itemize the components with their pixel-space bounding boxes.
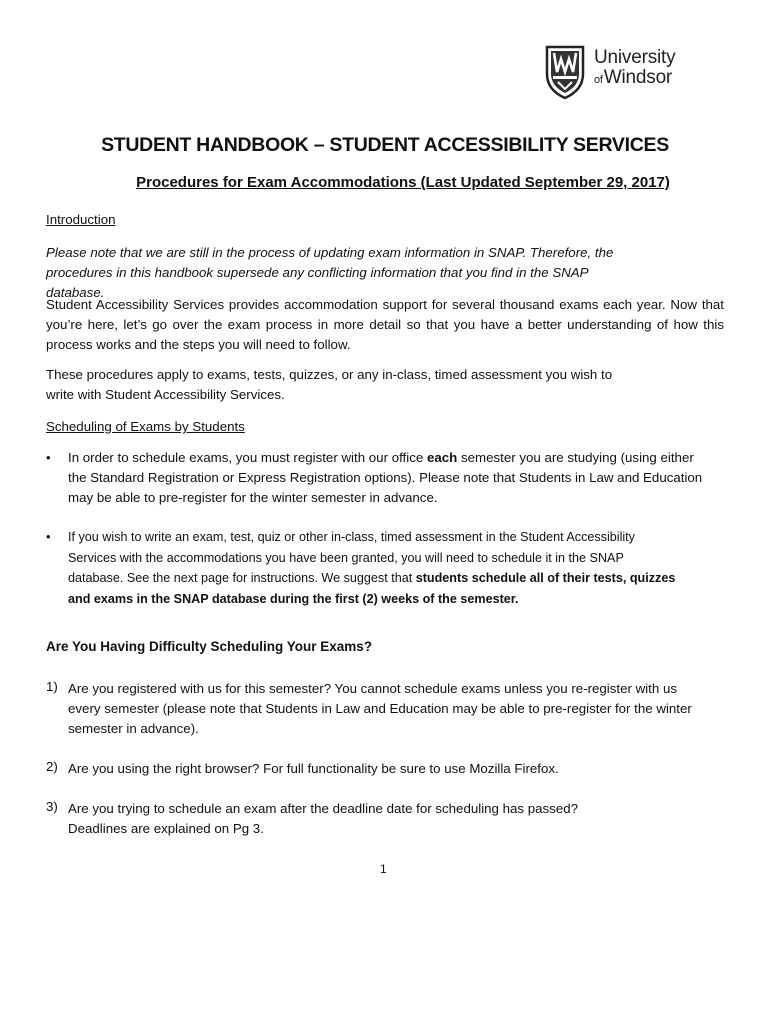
logo-line-2 <box>594 68 675 90</box>
difficulty-item-3-line-2: Deadlines are explained on Pg 3. <box>68 821 264 836</box>
scheduling-bullet-1 <box>68 448 704 508</box>
logo-line-2-prefix: of <box>594 74 603 86</box>
introduction-paragraph-2-line-2: write with Student Accessibility Services. <box>46 387 285 402</box>
bullet-1-text-after: semester you are studying (using either the Standard Registration or Express Registration options). Please note that Students in Law and Education may be able to pre-register for the winter semester in advance. <box>68 450 703 505</box>
difficulty-item-1: Are you registered with us for this semester? You cannot schedule exams unless you re-register with us every semester (please note that Students in Law and Education may be able to pre-register for the winter semester in advance). <box>68 681 692 736</box>
university-logo <box>544 44 684 102</box>
page-subtitle: Procedures for Exam Accommodations (Last Updated September 29, 2017) <box>136 174 670 191</box>
introduction-paragraph-1: Student Accessibility Services provides accommodation support for several thousand exams each year. Now that you’re here, let’s go over the exam process in more detail so that you have a better understanding of how this process works and the steps you will need to follow. <box>46 297 724 352</box>
logo-wordmark <box>594 48 675 90</box>
bullet-2-emphasis: students schedule all of their tests, quizzes and exams in the SNAP database during the first (2) weeks of the semester. <box>68 571 676 606</box>
difficulty-heading: Are You Having Difficulty Scheduling Your Exams? <box>46 639 373 654</box>
bullet-1-text-before: In order to schedule exams, you must register with our office <box>68 450 427 465</box>
difficulty-item-2: Are you using the right browser? For full functionality be sure to use Mozilla Firefox. <box>68 761 559 776</box>
item-2-number: 2) <box>46 759 58 774</box>
bullet-1-emphasis: each <box>426 450 458 465</box>
scheduling-heading: Scheduling of Exams by Students <box>46 419 245 434</box>
logo-line-2-name: Windsor <box>603 67 673 88</box>
introduction-paragraph-2-line-1: These procedures apply to exams, tests, quizzes, or any in-class, timed assessment you wish to <box>46 367 613 382</box>
scheduling-bullet-2 <box>68 527 680 609</box>
crest-icon <box>544 44 586 100</box>
introduction-heading: Introduction <box>46 212 116 227</box>
introduction-note: Please note that we are still in the process of updating exam information in SNAP. Therefore, the procedures in this handbook supersede any conflicting information that you find in the SNAP database. <box>46 245 614 300</box>
item-3-number: 3) <box>46 799 58 814</box>
item-1-number: 1) <box>46 679 58 694</box>
bullet-icon: • <box>46 450 51 465</box>
logo-line-1: University <box>594 47 676 68</box>
page-title: STUDENT HANDBOOK – STUDENT ACCESSIBILITY SERVICES <box>101 134 669 156</box>
difficulty-item-3-line-1: Are you trying to schedule an exam after the deadline date for scheduling has passed? <box>68 801 579 816</box>
page-number: 1 <box>380 862 387 876</box>
bullet-icon: • <box>46 529 51 544</box>
bullet-2-text-before: If you wish to write an exam, test, quiz or other in-class, timed assessment in the Student Accessibility Services with the accommodations you have been granted, you will need to schedule it in the SNAP database. See the next page for instructions. We suggest that <box>68 530 635 585</box>
